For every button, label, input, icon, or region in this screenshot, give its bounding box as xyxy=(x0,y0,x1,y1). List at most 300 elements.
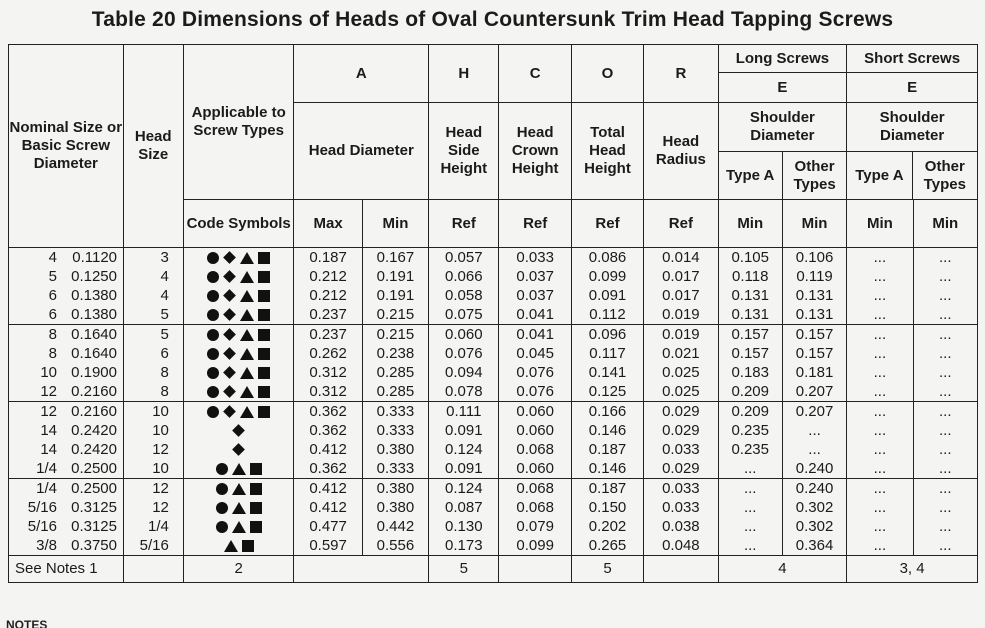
header-short-screws: Short Screws xyxy=(847,45,978,73)
triangle-symbol-icon xyxy=(240,309,254,321)
header-h: H xyxy=(429,45,499,103)
code-symbols-cell xyxy=(183,325,294,402)
header-a-min: Min xyxy=(362,200,428,248)
long-other-shoulder-value: ... xyxy=(808,441,821,458)
short-type-a-shoulder-value: ... xyxy=(873,268,887,285)
head-diameter-max-value: 0.597 xyxy=(309,537,347,554)
short-type-a-shoulder-value: ... xyxy=(873,287,887,304)
long-other-shoulder-value: 0.157 xyxy=(795,326,834,343)
header-shoulder-short-block xyxy=(847,103,978,200)
total-head-height-value: 0.125 xyxy=(588,383,627,400)
total-head-height-value: 0.146 xyxy=(588,422,627,439)
head-size-cell xyxy=(123,325,183,402)
long-type-a-shoulder-value: ... xyxy=(743,518,757,535)
header-other-types-long: Other Types xyxy=(793,157,836,193)
long-type-a-shoulder-value: ... xyxy=(743,460,757,477)
code-symbols-row xyxy=(184,479,294,498)
head-diameter-max-value: 0.312 xyxy=(309,364,347,381)
header-total-head-height: Total Head Height xyxy=(571,103,643,200)
table-row-group xyxy=(9,248,978,325)
nominal-size: 8 xyxy=(48,326,57,343)
nominal-size-entry xyxy=(9,325,123,344)
code-symbols-row xyxy=(184,325,294,344)
head-diameter-max-value: 0.477 xyxy=(309,518,347,535)
square-symbol-icon xyxy=(258,309,270,321)
nominal-size: 14 xyxy=(40,441,57,458)
head-diameter-max-cell xyxy=(294,325,362,402)
header-head-crown-height: Head Crown Height xyxy=(499,103,571,200)
head-crown-height-value: 0.068 xyxy=(516,480,554,497)
header-shoulder-long-block xyxy=(718,103,847,200)
total-head-height-value: 0.187 xyxy=(588,441,627,458)
nominal-size-cell xyxy=(9,402,124,479)
short-other-shoulder-value: ... xyxy=(939,364,952,381)
head-radius-cell xyxy=(644,479,718,556)
code-symbols-row xyxy=(184,267,294,286)
triangle-symbol-icon xyxy=(240,348,254,360)
long-other-shoulder-cell xyxy=(782,479,846,556)
code-symbols-row xyxy=(184,286,294,305)
total-head-height-cell xyxy=(571,248,643,325)
nominal-size: 5 xyxy=(48,268,57,285)
short-type-a-shoulder-value: ... xyxy=(873,249,887,266)
nominal-size-cell xyxy=(9,248,124,325)
head-size-cell xyxy=(123,479,183,556)
head-size-value: 5 xyxy=(160,306,169,323)
head-radius-value: 0.025 xyxy=(662,364,700,381)
square-symbol-icon xyxy=(258,252,270,264)
short-type-a-shoulder-value: ... xyxy=(873,306,887,323)
nominal-size-cell xyxy=(9,479,124,556)
notes-a xyxy=(294,556,429,583)
head-size-value: 5/16 xyxy=(139,537,169,554)
head-side-height-value: 0.173 xyxy=(445,537,483,554)
head-diameter-max-cell xyxy=(294,402,362,479)
head-diameter-max-value: 0.212 xyxy=(309,268,347,285)
short-type-a-shoulder-value: ... xyxy=(873,499,887,516)
total-head-height-value: 0.265 xyxy=(588,537,627,554)
code-symbols-row xyxy=(184,459,294,478)
total-head-height-value: 0.150 xyxy=(588,499,627,516)
nominal-size-entry xyxy=(9,440,123,459)
header-a-max: Max xyxy=(294,200,362,248)
short-other-shoulder-cell xyxy=(913,248,977,325)
head-size-value: 12 xyxy=(152,480,169,497)
head-crown-height-value: 0.033 xyxy=(516,249,554,266)
basic-diameter: 0.1380 xyxy=(71,306,117,323)
head-crown-height-value: 0.076 xyxy=(516,383,554,400)
head-crown-height-value: 0.079 xyxy=(516,518,554,535)
notes-c xyxy=(499,556,571,583)
square-symbol-icon xyxy=(258,386,270,398)
code-symbols-cell xyxy=(183,402,294,479)
head-side-height-value: 0.075 xyxy=(445,306,483,323)
nominal-size-cell xyxy=(9,325,124,402)
short-type-a-shoulder-value: ... xyxy=(873,441,887,458)
head-size-value: 6 xyxy=(160,345,169,362)
basic-diameter: 0.3125 xyxy=(71,499,117,516)
nominal-size-entry xyxy=(9,382,123,401)
notes-short: 3, 4 xyxy=(847,556,978,583)
nominal-size-entry xyxy=(9,459,123,478)
nominal-size-entry xyxy=(9,498,123,517)
circle-symbol-icon xyxy=(207,329,219,341)
notes-o: 5 xyxy=(571,556,643,583)
head-size-cell xyxy=(123,402,183,479)
long-type-a-shoulder-value: 0.235 xyxy=(731,422,769,439)
head-diameter-max-value: 0.362 xyxy=(309,403,347,420)
head-size-value: 8 xyxy=(160,364,169,381)
total-head-height-cell xyxy=(571,325,643,402)
basic-diameter: 0.2500 xyxy=(71,480,117,497)
head-crown-height-cell xyxy=(499,479,571,556)
head-radius-value: 0.017 xyxy=(662,268,700,285)
circle-symbol-icon xyxy=(207,252,219,264)
head-diameter-min-value: 0.333 xyxy=(376,422,415,439)
short-type-a-shoulder-value: ... xyxy=(873,480,887,497)
circle-symbol-icon xyxy=(207,290,219,302)
nominal-size-entry xyxy=(9,305,123,324)
head-diameter-min-value: 0.380 xyxy=(376,499,415,516)
basic-diameter: 0.1120 xyxy=(72,249,117,266)
code-symbols-cell xyxy=(183,479,294,556)
head-diameter-max-value: 0.237 xyxy=(309,306,347,323)
head-diameter-min-value: 0.215 xyxy=(376,306,415,323)
long-type-a-shoulder-value: 0.118 xyxy=(732,268,769,285)
head-diameter-min-value: 0.333 xyxy=(376,460,415,477)
code-symbols-row xyxy=(184,382,294,401)
code-symbols-row xyxy=(184,344,294,363)
basic-diameter: 0.1640 xyxy=(71,326,117,343)
total-head-height-value: 0.091 xyxy=(588,287,627,304)
nominal-size-entry xyxy=(9,267,123,286)
head-size-value: 8 xyxy=(160,383,169,400)
basic-diameter: 0.2160 xyxy=(71,403,117,420)
head-crown-height-value: 0.037 xyxy=(516,268,554,285)
short-other-shoulder-value: ... xyxy=(939,345,952,362)
long-other-shoulder-value: ... xyxy=(808,422,821,439)
nominal-size-entry xyxy=(9,536,123,555)
table-row-group xyxy=(9,325,978,402)
table-row-group xyxy=(9,479,978,556)
short-other-shoulder-value: ... xyxy=(939,249,952,266)
short-other-shoulder-value: ... xyxy=(939,499,952,516)
head-side-height-value: 0.124 xyxy=(445,441,483,458)
nominal-size: 5/16 xyxy=(27,518,57,535)
header-r: R xyxy=(644,45,718,103)
long-type-a-shoulder-value: ... xyxy=(743,499,757,516)
total-head-height-value: 0.117 xyxy=(589,345,626,362)
head-radius-value: 0.029 xyxy=(662,422,700,439)
head-diameter-max-value: 0.212 xyxy=(309,287,347,304)
short-other-shoulder-value: ... xyxy=(939,287,952,304)
diamond-symbol-icon xyxy=(223,385,236,398)
head-diameter-max-value: 0.412 xyxy=(309,499,347,516)
header-code-symbols: Code Symbols xyxy=(183,200,294,248)
head-diameter-min-value: 0.285 xyxy=(376,383,415,400)
header-shoulder-short-inner xyxy=(847,103,977,199)
head-crown-height-value: 0.060 xyxy=(516,403,554,420)
head-diameter-min-value: 0.191 xyxy=(376,287,415,304)
total-head-height-value: 0.096 xyxy=(588,326,627,343)
square-symbol-icon xyxy=(250,502,262,514)
table-title: Table 20 Dimensions of Heads of Oval Countersunk Trim Head Tapping Screws xyxy=(91,8,894,31)
head-crown-height-cell xyxy=(499,402,571,479)
triangle-symbol-icon xyxy=(232,483,246,495)
table-body xyxy=(9,248,978,583)
nominal-size: 8 xyxy=(48,345,57,362)
long-type-a-shoulder-value: ... xyxy=(743,537,757,554)
head-side-height-value: 0.076 xyxy=(445,345,483,362)
circle-symbol-icon xyxy=(216,463,228,475)
head-radius-value: 0.038 xyxy=(662,518,700,535)
triangle-symbol-icon xyxy=(232,521,246,533)
head-size-value: 5 xyxy=(160,326,169,343)
code-symbols-row xyxy=(184,421,294,440)
long-type-a-shoulder-value: ... xyxy=(743,480,757,497)
head-diameter-min-value: 0.442 xyxy=(376,518,415,535)
code-symbols-row xyxy=(184,248,294,267)
long-type-a-shoulder-value: 0.131 xyxy=(731,287,769,304)
short-type-a-shoulder-value: ... xyxy=(873,345,887,362)
header-type-a-short: Type A xyxy=(847,152,912,200)
header-nominal: Nominal Size or Basic Screw Diameter xyxy=(9,45,124,248)
nominal-size: 10 xyxy=(40,364,57,381)
long-type-a-shoulder-value: 0.209 xyxy=(731,383,769,400)
header-o-ref: Ref xyxy=(571,200,643,248)
short-type-a-shoulder-cell xyxy=(847,479,913,556)
short-other-shoulder-value: ... xyxy=(939,441,952,458)
nominal-size-entry xyxy=(9,402,123,421)
long-other-shoulder-value: 0.131 xyxy=(795,287,834,304)
circle-symbol-icon xyxy=(216,483,228,495)
triangle-symbol-icon xyxy=(240,367,254,379)
diamond-symbol-icon xyxy=(232,424,245,437)
circle-symbol-icon xyxy=(207,348,219,360)
basic-diameter: 0.3125 xyxy=(71,518,117,535)
header-shoulder-long-inner xyxy=(719,103,847,199)
basic-diameter: 0.1640 xyxy=(71,345,117,362)
circle-symbol-icon xyxy=(216,521,228,533)
head-crown-height-value: 0.045 xyxy=(516,345,554,362)
total-head-height-value: 0.166 xyxy=(588,403,627,420)
total-head-height-value: 0.187 xyxy=(588,480,627,497)
head-radius-value: 0.048 xyxy=(662,537,700,554)
total-head-height-value: 0.146 xyxy=(588,460,627,477)
head-radius-value: 0.021 xyxy=(662,345,700,362)
long-type-a-shoulder-cell xyxy=(718,479,782,556)
long-type-a-shoulder-cell xyxy=(718,402,782,479)
header-long-other-min: Min xyxy=(782,200,846,248)
square-symbol-icon xyxy=(250,483,262,495)
head-diameter-min-value: 0.333 xyxy=(376,403,415,420)
diamond-symbol-icon xyxy=(223,270,236,283)
head-diameter-min-cell xyxy=(362,248,428,325)
head-crown-height-cell xyxy=(499,248,571,325)
head-diameter-max-value: 0.412 xyxy=(309,441,347,458)
short-type-a-shoulder-value: ... xyxy=(873,422,887,439)
long-other-shoulder-value: 0.106 xyxy=(795,249,834,266)
head-diameter-max-value: 0.362 xyxy=(309,422,347,439)
code-symbols-row xyxy=(184,440,294,459)
short-type-a-shoulder-value: ... xyxy=(873,537,887,554)
diamond-symbol-icon xyxy=(223,328,236,341)
square-symbol-icon xyxy=(258,290,270,302)
header-shoulder-diameter-short: Shoulder Diameter xyxy=(847,103,977,152)
head-diameter-min-cell xyxy=(362,325,428,402)
diamond-symbol-icon xyxy=(223,251,236,264)
head-diameter-max-cell xyxy=(294,248,362,325)
long-other-shoulder-value: 0.131 xyxy=(795,306,834,323)
short-other-shoulder-value: ... xyxy=(939,518,952,535)
header-e-short: E xyxy=(847,73,978,103)
notes-row xyxy=(9,556,978,583)
nominal-size-entry xyxy=(9,479,123,498)
code-symbols-row xyxy=(184,517,294,536)
long-other-shoulder-cell xyxy=(782,402,846,479)
head-size-value: 10 xyxy=(152,403,169,420)
square-symbol-icon xyxy=(258,406,270,418)
head-crown-height-value: 0.060 xyxy=(516,422,554,439)
head-crown-height-value: 0.041 xyxy=(516,306,554,323)
head-size-value: 10 xyxy=(152,422,169,439)
nominal-size: 14 xyxy=(40,422,57,439)
head-diameter-max-value: 0.312 xyxy=(309,383,347,400)
basic-diameter: 0.1250 xyxy=(71,268,117,285)
long-other-shoulder-value: 0.364 xyxy=(795,537,834,554)
head-radius-value: 0.029 xyxy=(662,403,700,420)
short-type-a-shoulder-cell xyxy=(847,325,913,402)
head-radius-value: 0.033 xyxy=(662,441,700,458)
dimensions-table xyxy=(8,44,978,583)
head-crown-height-value: 0.099 xyxy=(516,537,554,554)
head-size-value: 4 xyxy=(160,287,169,304)
long-other-shoulder-value: 0.119 xyxy=(796,268,833,285)
table-row-group xyxy=(9,402,978,479)
total-head-height-value: 0.112 xyxy=(589,306,626,323)
notes-footer: NOTES xyxy=(6,618,48,628)
head-radius-value: 0.019 xyxy=(662,326,700,343)
header-type-a-long: Type A xyxy=(719,152,783,200)
circle-symbol-icon xyxy=(207,271,219,283)
header-h-ref: Ref xyxy=(429,200,499,248)
header-short-type-a-min: Min xyxy=(847,200,913,248)
notes-long: 4 xyxy=(718,556,847,583)
long-other-shoulder-value: 0.157 xyxy=(795,345,834,362)
short-type-a-shoulder-value: ... xyxy=(873,326,887,343)
code-symbols-row xyxy=(184,498,294,517)
head-crown-height-value: 0.041 xyxy=(516,326,554,343)
long-type-a-shoulder-value: 0.131 xyxy=(731,306,769,323)
notes-applicable: 2 xyxy=(183,556,294,583)
short-type-a-shoulder-value: ... xyxy=(873,383,887,400)
short-type-a-shoulder-value: ... xyxy=(873,364,887,381)
head-radius-cell xyxy=(644,325,718,402)
notes-h: 5 xyxy=(429,556,499,583)
head-size-value: 3 xyxy=(160,249,169,266)
circle-symbol-icon xyxy=(207,386,219,398)
short-type-a-shoulder-value: ... xyxy=(873,460,887,477)
code-symbols-row xyxy=(184,536,294,555)
triangle-symbol-icon xyxy=(232,463,246,475)
long-type-a-shoulder-value: 0.209 xyxy=(731,403,769,420)
short-other-shoulder-value: ... xyxy=(939,480,952,497)
total-head-height-cell xyxy=(571,479,643,556)
long-type-a-shoulder-value: 0.157 xyxy=(731,345,769,362)
nominal-size: 6 xyxy=(48,287,57,304)
header-o: O xyxy=(571,45,643,103)
total-head-height-value: 0.086 xyxy=(588,249,627,266)
triangle-symbol-icon xyxy=(232,502,246,514)
header-long-type-a-min: Min xyxy=(718,200,782,248)
head-radius-value: 0.029 xyxy=(662,460,700,477)
head-radius-value: 0.019 xyxy=(662,306,700,323)
long-type-a-shoulder-value: 0.235 xyxy=(731,441,769,458)
head-side-height-value: 0.078 xyxy=(445,383,483,400)
diamond-symbol-icon xyxy=(223,308,236,321)
short-other-shoulder-value: ... xyxy=(939,460,952,477)
circle-symbol-icon xyxy=(207,406,219,418)
triangle-symbol-icon xyxy=(240,252,254,264)
short-other-shoulder-cell xyxy=(913,325,977,402)
long-other-shoulder-value: 0.240 xyxy=(795,460,834,477)
head-side-height-value: 0.066 xyxy=(445,268,483,285)
header-short-other-min: Min xyxy=(913,200,977,248)
head-diameter-min-value: 0.285 xyxy=(376,364,415,381)
head-diameter-max-value: 0.262 xyxy=(309,345,347,362)
square-symbol-icon xyxy=(258,348,270,360)
head-crown-height-value: 0.076 xyxy=(516,364,554,381)
square-symbol-icon xyxy=(258,329,270,341)
head-side-height-value: 0.058 xyxy=(445,287,483,304)
long-type-a-shoulder-cell xyxy=(718,248,782,325)
square-symbol-icon xyxy=(250,463,262,475)
head-side-height-value: 0.124 xyxy=(445,480,483,497)
head-size-value: 10 xyxy=(152,460,169,477)
square-symbol-icon xyxy=(250,521,262,533)
short-other-shoulder-value: ... xyxy=(939,537,952,554)
triangle-symbol-icon xyxy=(224,540,238,552)
head-diameter-min-value: 0.380 xyxy=(376,441,415,458)
header-head-diameter: Head Diameter xyxy=(294,103,429,200)
notes-head-size xyxy=(123,556,183,583)
head-diameter-max-value: 0.412 xyxy=(309,480,347,497)
notes-r xyxy=(644,556,718,583)
long-other-shoulder-value: 0.181 xyxy=(795,364,834,381)
head-side-height-value: 0.111 xyxy=(446,403,482,420)
head-diameter-min-value: 0.167 xyxy=(376,249,415,266)
head-diameter-max-value: 0.187 xyxy=(309,249,347,266)
short-other-shoulder-value: ... xyxy=(939,403,952,420)
nominal-size: 12 xyxy=(40,403,57,420)
circle-symbol-icon xyxy=(216,502,228,514)
nominal-size: 3/8 xyxy=(36,537,57,554)
nominal-size: 4 xyxy=(48,249,57,266)
nominal-size-entry xyxy=(9,344,123,363)
head-side-height-cell xyxy=(429,248,499,325)
header-head-radius: Head Radius xyxy=(644,103,718,200)
head-size-value: 4 xyxy=(160,268,169,285)
long-type-a-shoulder-value: 0.157 xyxy=(731,326,769,343)
nominal-size: 12 xyxy=(40,383,57,400)
header-head-size: Head Size xyxy=(123,45,183,248)
total-head-height-value: 0.099 xyxy=(588,268,627,285)
nominal-size-entry xyxy=(9,248,123,267)
head-side-height-value: 0.091 xyxy=(445,422,483,439)
head-size-cell xyxy=(123,248,183,325)
triangle-symbol-icon xyxy=(240,290,254,302)
code-symbols-row xyxy=(184,305,294,324)
